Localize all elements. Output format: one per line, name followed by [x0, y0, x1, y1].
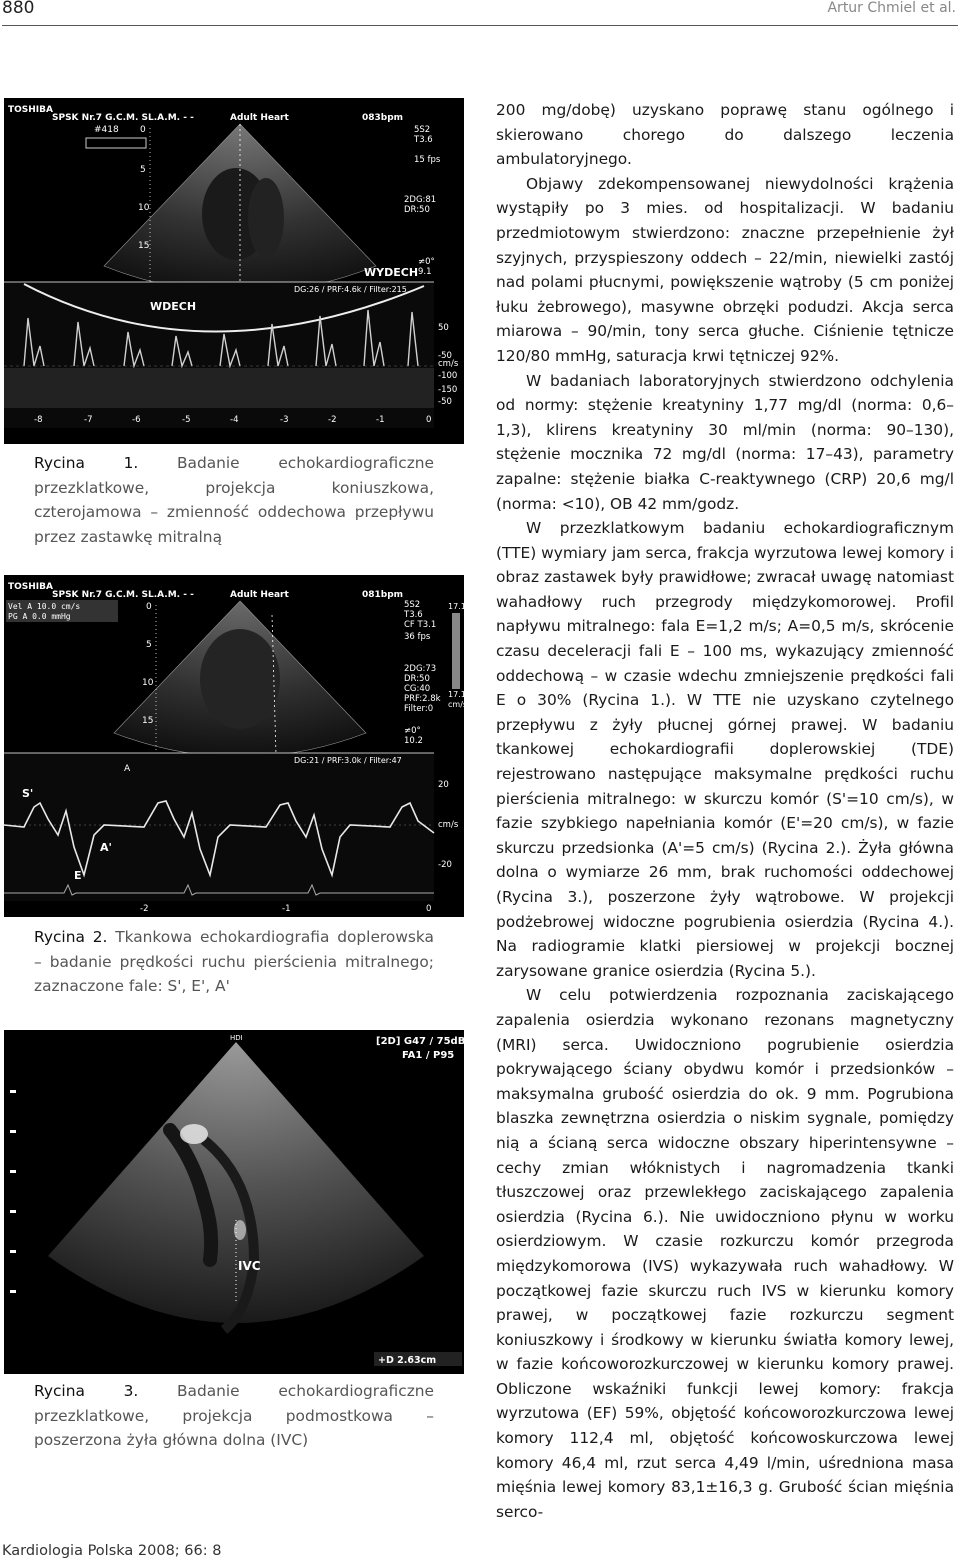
figure-1-echo-mitral-doppler [4, 98, 464, 444]
setting-prf: PRF:2.8k [404, 694, 441, 704]
label-wydech: WYDECH [364, 266, 419, 279]
setting-gain: 2DG:73 [404, 664, 437, 674]
depth-tick-5: 5 [146, 640, 152, 650]
wave-label-a: A' [100, 841, 112, 854]
journal-footer: Kardiologia Polska 2008; 66: 8 [2, 1543, 222, 1559]
preset-label: Adult Heart [230, 113, 289, 123]
depth-tick-15: 15 [142, 716, 154, 726]
vel-tick-m50: -50 [438, 351, 452, 361]
figure-1-label: Rycina 1. [34, 454, 139, 472]
time-tick-m5: -5 [182, 415, 191, 425]
setting-probe: 5S2 [404, 600, 421, 610]
setting-cg: CG:40 [404, 684, 431, 694]
label-wdech: WDECH [150, 300, 197, 313]
angle-sub: 10.2 [404, 736, 423, 746]
vel-unit: cm/s [438, 820, 459, 830]
heart-rate-label: 081bpm [362, 590, 404, 600]
body-text-column [496, 98, 954, 1524]
depth-tick-10: 10 [138, 203, 150, 213]
wave-label-e: E [74, 869, 82, 882]
setting-dr: DR:50 [404, 205, 430, 215]
time-tick-m7: -7 [84, 415, 93, 425]
running-head: Artur Chmiel et al. [827, 0, 956, 16]
time-tick-m3: -3 [280, 415, 289, 425]
figure-3-subcostal-ivc [4, 1030, 464, 1374]
figure-1-caption [34, 451, 434, 549]
brand-label: TOSHIBA [8, 582, 53, 592]
time-tick-m8: -8 [34, 415, 43, 425]
color-scale-unit: cm/s [448, 700, 468, 709]
doppler-settings: DG:26 / PRF:4.6k / Filter:215 [294, 285, 407, 294]
depth-tick-0: 0 [140, 125, 146, 135]
setting-dr: DR:50 [404, 674, 430, 684]
body-paragraph-2: Objawy zdekompensowanej niewydolności krążenia wystąpiły po 3 mies. od hospitalizacji. W badaniu przedmiotowym stwierdzono: znaczne przepełnienie żył szyjnych, przyspieszony oddech – 22/min, niewielki zastój nad polami płucnymi, powiększenie wątroby (5 cm poniżej łuku żebrowego), masywne obrzęki podudzi. Akcja serca miarowa – 90/min, tony serca głuche. Ciśnienie tętnicze 120/80 mmHg, saturacja krwi tętniczej 92%. [496, 174, 954, 365]
vel-tick-m150: -150 [438, 385, 458, 395]
mode-label: [2D] G47 / 75dB [376, 1036, 466, 1047]
marker-label: HDI [230, 1034, 243, 1042]
figure-2-tissue-doppler [4, 575, 468, 917]
setting-probe: 5S2 [414, 125, 431, 135]
color-scale-bottom: 17.1 [448, 690, 466, 699]
page-number: 880 [2, 0, 35, 18]
header-rule [2, 25, 958, 26]
body-paragraph-4: W przezklatkowym badaniu echokardiograficznym (TTE) wymiary jam serca, frakcja wyrzutowa lewej komory i obraz zastawek były prawidłowe; zwracał uwagę natomiast wahadłowy ruch przegrody międzykomorowej. Profil napływu mitralnego: fala E=1,2 m/s; A=0,5 m/s, skrócenie czasu deceleracji fali E – 100 ms, wykazujący zmienność oddechową – w czasie wdechu zmniejszenie prędkości fali E o 30% (Rycina 1.). W TTE nie uzyskano czytelnego przepływu z żyły płucnej górnej prawej. W badaniu tkankowej echokardiografii doplerowskiej (TDE) rejestrowano następujące maksymalne prędkości ruchu pierścienia mitralnego: w skurczu komór (S'=10 cm/s), w fazie szybkiego napełniania komór (E'=20 cm/s), w fazie skurczu przedsionka (A'=5 cm/s) (Rycina 2.). Żyła główna dolna o wymiarze 26 mm, brak ruchomości oddechowej (Rycina 3.), poszerzone żyły wątrobowe. W projekcji podżebrowej widoczne pogrubienia osierdzia (Rycina 4.). Na radiogramie klatki piersiowej w projekcji bocznej zarysowane granice osierdzia (Rycina 5.). [496, 519, 954, 980]
figure-2-label: Rycina 2. [34, 928, 108, 946]
time-tick-0: 0 [426, 415, 432, 425]
wave-label-a-top: A [124, 764, 131, 774]
figure-2-caption-text: Tkankowa echokardiografia doplerowska – badanie prędkości ruchu pierścienia mitralnego; zaznaczone fale: S', E', A' [34, 928, 434, 995]
heart-rate-label: 083bpm [362, 113, 404, 123]
time-tick-0: 0 [426, 904, 432, 914]
preset-label: Adult Heart [230, 590, 289, 600]
meas-gradient: PG A 0.0 mmHg [8, 612, 71, 621]
setting-gain: 2DG:81 [404, 195, 437, 205]
time-tick-m4: -4 [230, 415, 239, 425]
body-paragraph-5: W celu potwierdzenia rozpoznania zaciskającego zapalenia osierdzia wykonano rezonans magnetyczny (MRI) serca. Uwidoczniono pogrubienie osierdzia pokrywającego ściany obydwu komór i przedsionków – maksymalna grubość osierdzia do ok. 9 mm. Pogrubiona blaszka zewnętrzna osierdzia o niskim sygnale, pomiędzy nią a ścianą serca widoczne obszary hiperintensywne – cechy zmian włóknistych i nagromadzenia tkanki tłuszczowej oraz przewlekłego zaciskającego zapalenia osierdzia (Rycina 6.). Nie uwidoczniono płynu w worku osierdziowym. W czasie rozkurczu komór przegroda międzykomorowa (IVS) wykazywała ruch wahadłowy. W początkowej fazie skurczu ruch IVS w kierunku komory prawej, w początkowej fazie rozkurczu segment koniuszkowy i środkowy w kierunku światła komory lewej, w fazie końcoworozkurczowej w kierunku komory prawej. Obliczone wskaźniki funkcji lewej komory: frakcja wyrzutowa (EF) 59%, objętość końcoworozkurczowa lewej komory 112,4 ml, objętość końcowoskurczowa lewej komory 46,4 ml, rzut serca 4,49 l/min, uśredniona masa mięśnia lewej komory 83,1±16,3 g. Grubość ścian mięśnia serco- [496, 986, 954, 1521]
depth-tick-15: 15 [138, 241, 150, 251]
focus-label: FA1 / P95 [402, 1050, 455, 1061]
vel-tick-bottom: -50 [438, 397, 452, 407]
body-paragraph-3: W badaniach laboratoryjnych stwierdzono odchylenia od normy: stężenie kreatyniny 1,77 mg/dl (norma: 0,6–1,3), klirens kreatyniny 30 ml/min (norma: 90–130), stężenie mocznika 72 mg/dl (norma: 17–43), parametry zapalne: stężenie białka C-reaktywnego (CRP) 20,6 mg/l (norma: <10), OB 42 mm/godz. [496, 371, 954, 513]
figure-3-label: Rycina 3. [34, 1382, 139, 1400]
color-scale-top: 17.1 [448, 602, 466, 611]
doppler-settings: DG:21 / PRF:3.0k / Filter:47 [294, 756, 402, 765]
angle-sub: 9.1 [418, 267, 432, 277]
hospital-label: SPSK Nr.7 G.C.M. SL.A.M. - - [52, 590, 194, 600]
time-tick-m2: -2 [328, 415, 337, 425]
figure-3-caption-text: Badanie echokardiograficzne przezklatkowe, projekcja podmostkowa – poszerzona żyła główna dolna (IVC) [34, 1382, 435, 1449]
frame-label: #418 [94, 125, 119, 135]
setting-freq: T3.6 [414, 135, 433, 145]
wave-label-s: S' [22, 787, 34, 800]
page-header [2, 0, 958, 26]
time-tick-m1: -1 [376, 415, 385, 425]
ivc-label: IVC [238, 1259, 261, 1273]
depth-tick-5: 5 [140, 165, 146, 175]
figure-2-caption [34, 925, 434, 999]
vel-tick-m100: -100 [438, 371, 458, 381]
depth-tick-0: 0 [146, 602, 152, 612]
time-tick-m6: -6 [132, 415, 141, 425]
hospital-label: SPSK Nr.7 G.C.M. SL.A.M. - - [52, 113, 194, 123]
time-tick-m1: -1 [282, 904, 291, 914]
body-paragraph-1: 200 mg/dobę) uzyskano poprawę stanu ogólnego i skierowano chorego do dalszego leczenia ambulatoryjnego. [496, 101, 954, 169]
time-tick-m2: -2 [140, 904, 149, 914]
vel-tick-m20: -20 [438, 860, 452, 870]
figure-3-caption [34, 1379, 434, 1453]
setting-cf: CF T3.1 [404, 620, 437, 630]
brand-label: TOSHIBA [8, 105, 53, 115]
setting-filter: Filter:0 [404, 704, 434, 714]
angle-value: ≠0° [418, 257, 435, 267]
depth-tick-10: 10 [142, 678, 154, 688]
angle-value: ≠0° [404, 726, 421, 736]
setting-freq: T3.6 [404, 610, 423, 620]
setting-fps: 15 fps [414, 155, 441, 165]
vel-unit: cm/s [438, 359, 459, 369]
figure-1-caption-text: Badanie echokardiograficzne przezklatkowe, projekcja koniuszkowa, czterojamowa – zmienność oddechowa przepływu przez zastawkę mitralną [34, 454, 435, 546]
setting-fps: 36 fps [404, 632, 431, 642]
distance-readout: +D 2.63cm [378, 1355, 437, 1366]
meas-velocity: Vel A 10.0 cm/s [8, 602, 81, 611]
vel-tick-50: 50 [438, 323, 449, 333]
vel-tick-20: 20 [438, 780, 449, 790]
